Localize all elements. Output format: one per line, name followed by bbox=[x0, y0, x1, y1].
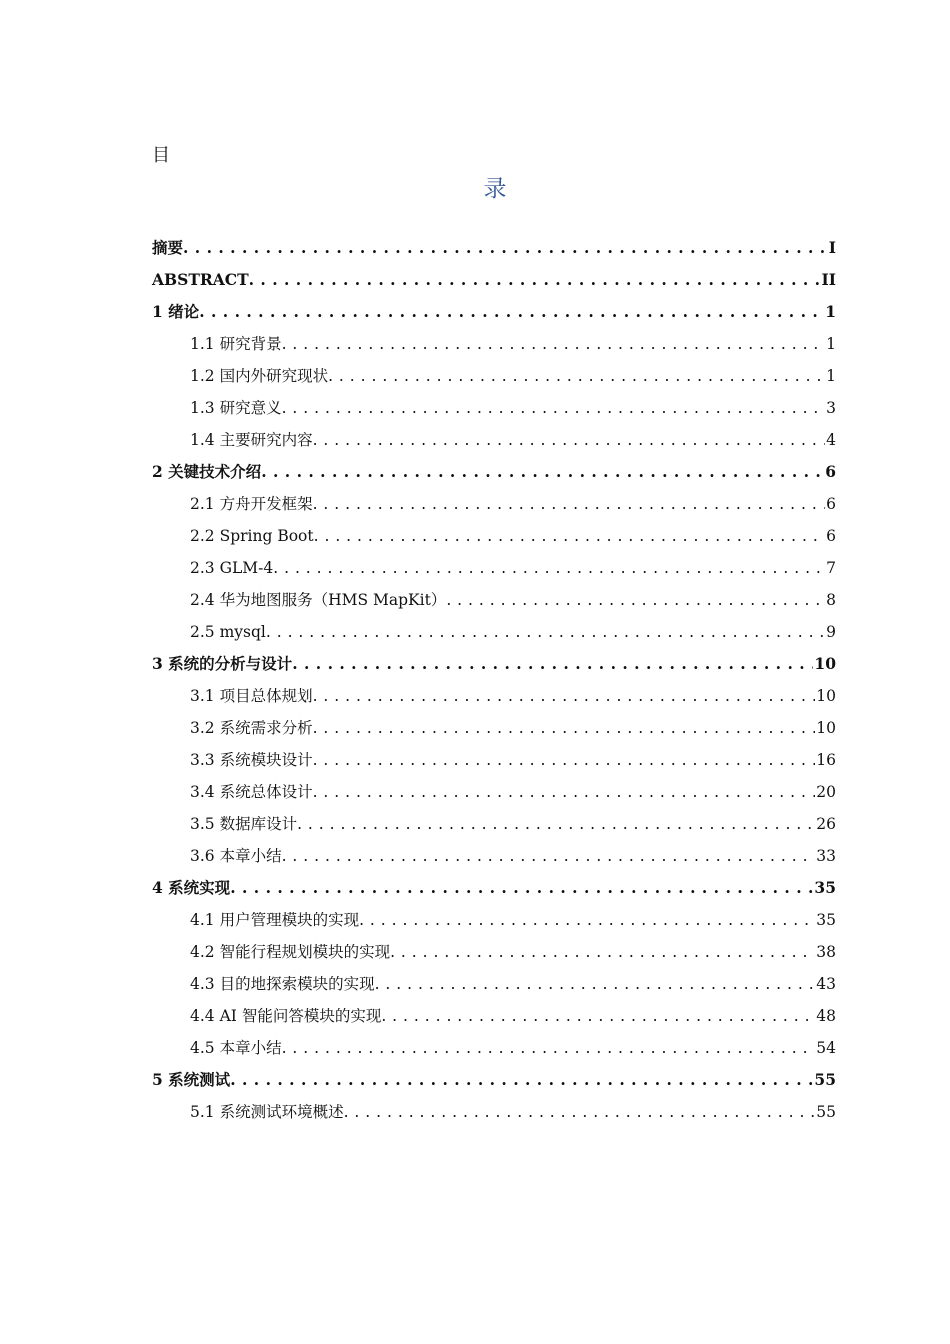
toc-entry-page-number: 55 bbox=[816, 1103, 836, 1121]
toc-entry-label: 4 系统实现 bbox=[152, 878, 231, 897]
dot-leader bbox=[313, 712, 816, 744]
dot-leader bbox=[261, 456, 824, 488]
toc-entry[interactable] bbox=[152, 936, 836, 968]
toc-entry-page-number: 43 bbox=[816, 975, 836, 993]
toc-entry-label: ABSTRACT bbox=[152, 270, 249, 289]
dot-leader bbox=[313, 488, 826, 520]
dot-leader bbox=[314, 520, 826, 552]
toc-entry-label: 3.1 项目总体规划 bbox=[190, 687, 313, 705]
toc-entry-page-number: 10 bbox=[816, 719, 836, 737]
toc-entry-label: 3.4 系统总体设计 bbox=[190, 783, 313, 801]
toc-entry[interactable] bbox=[152, 872, 836, 904]
toc-entry[interactable] bbox=[152, 520, 836, 552]
dot-leader bbox=[297, 808, 815, 840]
toc-entry-label: 3 系统的分析与设计 bbox=[152, 654, 293, 673]
toc-entry-page-number: 1 bbox=[826, 367, 836, 385]
toc-entry[interactable] bbox=[152, 392, 836, 424]
toc-entry-page-number: I bbox=[828, 238, 836, 257]
toc-entry[interactable] bbox=[152, 648, 836, 680]
toc-entry-label: 摘要 bbox=[152, 238, 184, 257]
toc-entry-label: 5 系统测试 bbox=[152, 1070, 231, 1089]
toc-entry[interactable] bbox=[152, 360, 836, 392]
toc-entry[interactable] bbox=[152, 584, 836, 616]
toc-entry-label: 2 关键技术介绍 bbox=[152, 462, 262, 481]
dot-leader bbox=[381, 1000, 815, 1032]
dot-leader bbox=[273, 552, 825, 584]
toc-entry-label: 1.2 国内外研究现状 bbox=[190, 367, 329, 385]
dot-leader bbox=[292, 648, 813, 680]
toc-entry[interactable] bbox=[152, 1064, 836, 1096]
toc-entry-label: 3.3 系统模块设计 bbox=[190, 751, 313, 769]
dot-leader bbox=[313, 744, 816, 776]
toc-entry[interactable] bbox=[152, 1000, 836, 1032]
toc-entry[interactable] bbox=[152, 744, 836, 776]
toc-entry-label: 3.2 系统需求分析 bbox=[190, 719, 313, 737]
toc-entry[interactable] bbox=[152, 776, 836, 808]
toc-entry-label: 1.3 研究意义 bbox=[190, 399, 282, 417]
toc-entry-page-number: 1 bbox=[826, 335, 836, 353]
toc-entry-page-number: 38 bbox=[816, 943, 836, 961]
dot-leader bbox=[359, 904, 815, 936]
toc-entry[interactable] bbox=[152, 712, 836, 744]
dot-leader bbox=[266, 616, 825, 648]
toc-entry-label: 2.4 华为地图服务（HMS MapKit） bbox=[190, 591, 447, 609]
toc-entry-label: 1 绪论 bbox=[152, 302, 200, 321]
toc-entry[interactable] bbox=[152, 232, 836, 264]
toc-entry[interactable] bbox=[152, 968, 836, 1000]
dot-leader bbox=[183, 232, 828, 264]
dot-leader bbox=[282, 1032, 816, 1064]
toc-entry-page-number: 7 bbox=[826, 559, 836, 577]
toc-entry-label: 5.1 系统测试环境概述 bbox=[190, 1103, 344, 1121]
dot-leader bbox=[446, 584, 825, 616]
toc-entry[interactable] bbox=[152, 808, 836, 840]
toc-entry-label: 4.1 用户管理模块的实现 bbox=[190, 911, 360, 929]
dot-leader bbox=[313, 680, 816, 712]
toc-entry[interactable] bbox=[152, 456, 836, 488]
toc-entry-label: 4.4 AI 智能问答模块的实现 bbox=[190, 1007, 382, 1025]
toc-entry-page-number: 1 bbox=[825, 302, 836, 321]
toc-entry-label: 2.3 GLM-4 bbox=[190, 559, 274, 577]
dot-leader bbox=[328, 360, 825, 392]
toc-entry-page-number: 26 bbox=[816, 815, 836, 833]
toc-entry-page-number: 10 bbox=[814, 654, 836, 673]
toc-entry[interactable] bbox=[152, 488, 836, 520]
dot-leader bbox=[390, 936, 815, 968]
toc-entry-page-number: 3 bbox=[826, 399, 836, 417]
toc-entry-page-number: 6 bbox=[825, 462, 836, 481]
toc-entry-label: 4.3 目的地探索模块的实现 bbox=[190, 975, 375, 993]
toc-entry-label: 4.5 本章小结 bbox=[190, 1039, 282, 1057]
toc-entry-page-number: 9 bbox=[826, 623, 836, 641]
toc-entry-page-number: 55 bbox=[814, 1070, 836, 1089]
toc-entry-page-number: 33 bbox=[816, 847, 836, 865]
dot-leader bbox=[313, 424, 826, 456]
toc-entry-page-number: 8 bbox=[826, 591, 836, 609]
toc-entry-label: 1.4 主要研究内容 bbox=[190, 431, 313, 449]
toc-entry[interactable] bbox=[152, 1032, 836, 1064]
table-of-contents bbox=[152, 232, 836, 1128]
toc-entry[interactable] bbox=[152, 296, 836, 328]
dot-leader bbox=[282, 840, 816, 872]
dot-leader bbox=[282, 328, 826, 360]
toc-entry-label: 3.5 数据库设计 bbox=[190, 815, 298, 833]
toc-entry-page-number: 48 bbox=[816, 1007, 836, 1025]
toc-entry[interactable] bbox=[152, 904, 836, 936]
toc-entry-page-number: 6 bbox=[826, 495, 836, 513]
toc-heading-part-2: 录 bbox=[483, 176, 507, 202]
dot-leader bbox=[313, 776, 816, 808]
toc-entry-page-number: 35 bbox=[816, 911, 836, 929]
toc-entry-page-number: 10 bbox=[816, 687, 836, 705]
toc-entry[interactable] bbox=[152, 840, 836, 872]
toc-entry-page-number: 4 bbox=[826, 431, 836, 449]
toc-entry[interactable] bbox=[152, 616, 836, 648]
toc-entry[interactable] bbox=[152, 680, 836, 712]
dot-leader bbox=[230, 1064, 813, 1096]
toc-entry[interactable] bbox=[152, 264, 836, 296]
toc-entry-page-number: II bbox=[821, 270, 836, 289]
toc-entry[interactable] bbox=[152, 552, 836, 584]
toc-entry-label: 2.1 方舟开发框架 bbox=[190, 495, 313, 513]
toc-entry-page-number: 6 bbox=[826, 527, 836, 545]
toc-entry-page-number: 35 bbox=[814, 878, 836, 897]
toc-entry-page-number: 20 bbox=[816, 783, 836, 801]
toc-entry-label: 2.5 mysql bbox=[190, 623, 266, 641]
toc-entry-page-number: 16 bbox=[816, 751, 836, 769]
toc-entry-label: 4.2 智能行程规划模块的实现 bbox=[190, 943, 391, 961]
toc-entry-label: 3.6 本章小结 bbox=[190, 847, 282, 865]
toc-entry[interactable] bbox=[152, 328, 836, 360]
toc-entry-label: 1.1 研究背景 bbox=[190, 335, 282, 353]
dot-leader bbox=[230, 872, 813, 904]
toc-entry-label: 2.2 Spring Boot bbox=[190, 527, 314, 545]
dot-leader bbox=[344, 1096, 816, 1128]
dot-leader bbox=[199, 296, 824, 328]
toc-entry-page-number: 54 bbox=[816, 1039, 836, 1057]
dot-leader bbox=[249, 264, 821, 296]
dot-leader bbox=[375, 968, 816, 1000]
toc-entry[interactable] bbox=[152, 424, 836, 456]
toc-heading-part-1: 目 bbox=[152, 145, 170, 166]
dot-leader bbox=[282, 392, 826, 424]
toc-entry[interactable] bbox=[152, 1096, 836, 1128]
